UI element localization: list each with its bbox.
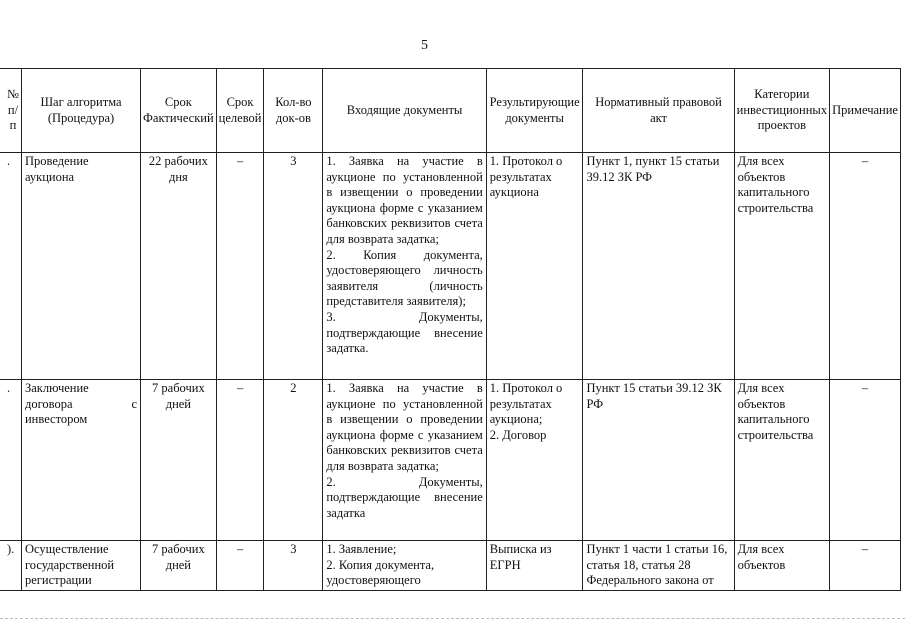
header-step: Шаг алгоритма (Процедура) <box>21 69 140 153</box>
row-result-docs: Выписка из ЕГРН <box>486 541 583 591</box>
header-note: Примечание <box>830 69 901 153</box>
row-input-docs: 1. Заявление; 2. Копия документа, удостоверяющего <box>323 541 486 591</box>
table-header-row <box>0 69 901 153</box>
row-result-docs: 1. Протокол о результатах аукциона; 2. Договор <box>486 380 583 541</box>
row-step: Проведение аукциона <box>21 153 140 380</box>
header-category: Категории инвестиционных проектов <box>734 69 829 153</box>
row-actual-term: 7 рабочих дней <box>141 380 217 541</box>
row-input-docs: 1. Заявка на участие в аукционе по установленной в извещении о проведении аукциона форме с указанием банковских реквизитов счета для возврата задатка; 2. Документы, подтверждающие внесение задатка <box>323 380 486 541</box>
header-input-docs: Входящие документы <box>323 69 486 153</box>
header-legal-act: Нормативный правовой акт <box>583 69 734 153</box>
row-step: Заключение договора с инвестором <box>21 380 140 541</box>
header-num: № п/п <box>0 69 21 153</box>
row-target-term: – <box>216 153 264 380</box>
row-category: Для всех объектов капитального строительства <box>734 380 829 541</box>
row-legal-act: Пункт 1 части 1 статьи 16, статья 18, статья 28 Федерального закона от <box>583 541 734 591</box>
row-num: . <box>0 380 21 541</box>
procedure-table <box>0 68 901 591</box>
table-row <box>0 380 901 541</box>
row-doc-count: 2 <box>264 380 323 541</box>
row-actual-term: 7 рабочих дней <box>141 541 217 591</box>
row-num: ). <box>0 541 21 591</box>
header-actual-term: Срок Фактический <box>141 69 217 153</box>
scan-edge-line <box>0 618 905 620</box>
row-legal-act: Пункт 1, пункт 15 статьи 39.12 ЗК РФ <box>583 153 734 380</box>
row-note: – <box>830 380 901 541</box>
row-doc-count: 3 <box>264 541 323 591</box>
row-target-term: – <box>216 380 264 541</box>
table-row <box>0 153 901 380</box>
row-actual-term: 22 рабочих дня <box>141 153 217 380</box>
row-doc-count: 3 <box>264 153 323 380</box>
header-target-term: Срок целевой <box>216 69 264 153</box>
page-number: 5 <box>421 38 428 53</box>
header-result-docs: Результирующие документы <box>486 69 583 153</box>
row-step: Осуществление государственной регистрации <box>21 541 140 591</box>
row-note: – <box>830 541 901 591</box>
row-legal-act: Пункт 15 статьи 39.12 ЗК РФ <box>583 380 734 541</box>
row-input-docs: 1. Заявка на участие в аукционе по установленной в извещении о проведении аукциона форме с указанием банковских реквизитов счета для возврата задатка; 2. Копия документа, удостоверяющего личность заявителя (личность представителя заявителя); 3. Документы, подтверждающие внесение задатка. <box>323 153 486 380</box>
row-result-docs: 1. Протокол о результатах аукциона <box>486 153 583 380</box>
row-num: . <box>0 153 21 380</box>
row-note: – <box>830 153 901 380</box>
row-target-term: – <box>216 541 264 591</box>
header-doc-count: Кол-во док-ов <box>264 69 323 153</box>
table-row <box>0 541 901 591</box>
row-category: Для всех объектов капитального строительства <box>734 153 829 380</box>
row-category: Для всех объектов <box>734 541 829 591</box>
